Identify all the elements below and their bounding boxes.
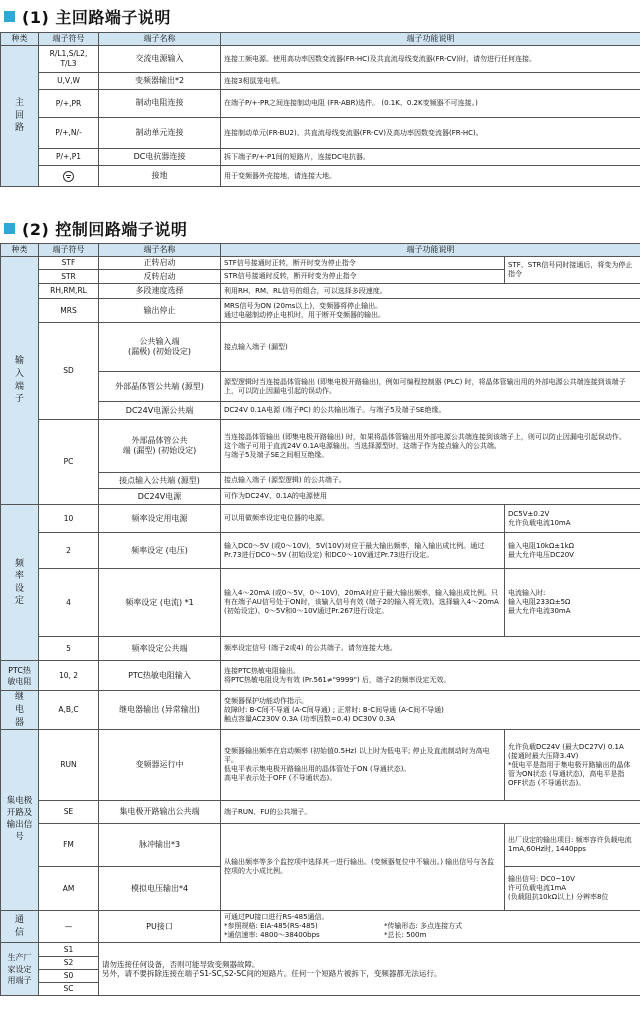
category-main-circuit: 主 回 路 [1,46,39,187]
terminal-desc: 连接工频电源。使用高功率因数变流器(FR-HC)及共直流母线变流器(FR-CV)时，请勿进行任何连接。 [221,46,640,73]
terminal-desc: 连接PTC热敏电阻输出。 将PTC热敏电阻设为有效 (Pr.561≠"9999") 后，端子2的频率设定无效。 [221,661,640,691]
terminal-note: DC5V±0.2V 允许负载电流10mA [505,505,640,533]
section-2-header [0,216,187,240]
col-header-type: 种类 [1,244,39,257]
terminal-desc: 输入DC0～5V (或0～10V)，5V(10V)对应于最大输出频率，输入输出成比例。通过Pr.73进行DC0～5V (初始设定) 和DC0～10V通过Pr.73进行设定。 [221,533,505,569]
terminal-symbol: 5 [39,637,99,661]
terminal-desc: 可以用做频率设定电位器的电源。 [221,505,505,533]
terminal-symbol: S0 [39,970,99,983]
terminal-name: 输出停止 [99,299,221,323]
comm-rate: *通信速率: 4800～38400bps [224,931,320,940]
terminal-desc: 连接3相鼠笼电机。 [221,73,640,90]
terminal-name: 反转启动 [99,270,221,284]
terminal-name: PU接口 [99,911,221,943]
terminal-symbol: RH,RM,RL [39,284,99,299]
terminal-symbol: MRS [39,299,99,323]
comm-length: *总长: 500m [384,931,427,940]
terminal-name: 多段速度选择 [99,284,221,299]
terminal-name: 集电极开路输出公共端 [99,801,221,824]
terminal-note: 输出信号: DC0~10V 许可负载电流1mA (负载阻抗10kΩ以上) 分辨率8位 [505,867,640,911]
terminal-desc: 用于变频器外壳接地，请连接大地。 [221,166,640,187]
terminal-desc: DC24V 0.1A电源 (端子PC) 的公共输出端子。与端子5及端子SE绝缘。 [221,402,640,420]
terminal-name: 外部晶体管公共 端 (漏型) (初始设定) [99,420,221,473]
terminal-symbol: 10 [39,505,99,533]
category-factory: 生产厂 家设定 用端子 [1,943,39,996]
section-2-title: (2) 控制回路端子说明 [22,219,188,239]
terminal-symbol: PC [39,420,99,505]
terminal-desc: STF信号接通时正转，断开时变为停止指令 [221,257,505,270]
terminal-symbol: — [39,911,99,943]
comm-line-1: 可通过PU接口进行RS-485通信。 [224,913,329,922]
terminal-name: 公共输入端 (漏极) (初始设定) [99,323,221,372]
category-relay: 继 电 器 [1,691,39,730]
col-header-name: 端子名称 [99,244,221,257]
terminal-desc: 变频器输出频率在启动频率 (初始值0.5Hz) 以上时为低电平; 停止及直流制动时为高电平。 低电平表示集电极开路输出用的晶体管处于ON (导通状态)。 高电平表示处于OFF (不导通状态)。 [221,730,505,801]
terminal-note: STF、STR信号同时接通后，将变为停止指令 [505,257,640,284]
terminal-symbol: P/+,PR [39,90,99,118]
category-communication: 通 信 [1,911,39,943]
terminal-name: 脉冲输出*3 [99,824,221,867]
terminal-desc: 拆下端子P/+-P1间的短路片，连接DC电抗器。 [221,149,640,166]
section-1-header [0,4,171,28]
terminal-name: 正转启动 [99,257,221,270]
section-marker-icon [4,223,15,234]
col-header-type: 种类 [1,33,39,46]
terminal-symbol: 4 [39,569,99,637]
terminal-desc: 请勿连接任何设备，否则可能导致变频器故障。 另外，请不要拆除连接在端子S1-SC,S2-SC间的短路片。任何一个短路片被拆下，变频器都无法运行。 [99,943,640,996]
terminal-desc: 接点输入端子 (源型逻辑) 的公共端子。 [221,473,640,489]
terminal-symbol: RUN [39,730,99,801]
terminal-name: 频率设定公共端 [99,637,221,661]
terminal-symbol: 2 [39,533,99,569]
terminal-desc: 变频器保护功能动作指示。 故障时: B-C间不导通 (A-C间导通) ; 正常时: B-C间导通 (A-C间不导通) 触点容量AC230V 0.3A (功率因数=0.4) DC30V 0.3A [221,691,640,730]
terminal-name: 外部晶体管公共端 (源型) [99,372,221,402]
control-circuit-table [0,243,640,996]
terminal-desc: 连接制动单元(FR-BU2)、共直流母线变流器(FR-CV)及高功率因数变流器(FR-HC)。 [221,118,640,149]
terminal-name: 变频器输出*2 [99,73,221,90]
terminal-symbol: P/+,N/- [39,118,99,149]
terminal-name: DC24V电源公共端 [99,402,221,420]
terminal-symbol: S1 [39,943,99,957]
terminal-symbol: 10, 2 [39,661,99,691]
terminal-note: 出厂设定的输出项目: 频率容许负载电流1mA,60Hz时, 1440pps [505,824,640,867]
terminal-desc: 从输出频率等多个监控项中选择其一进行输出。(变频器复位中不输出。) 输出信号与各监控项的大小成比例。 [221,824,505,911]
col-header-symbol: 端子符号 [39,244,99,257]
category-input: 输 入 端 子 [1,257,39,505]
terminal-name: 变频器运行中 [99,730,221,801]
col-header-name: 端子名称 [99,33,221,46]
terminal-desc: 端子RUN、FU的公共端子。 [221,801,640,824]
terminal-symbol: P/+,P1 [39,149,99,166]
terminal-symbol [39,166,99,187]
terminal-note: 电流输入时: 输入电阻233Ω±5Ω 最大允许电流30mA [505,569,640,637]
terminal-name: DC电抗器连接 [99,149,221,166]
category-ptc: PTC热 敏电阻 [1,661,39,691]
terminal-symbol: SE [39,801,99,824]
col-header-desc: 端子功能说明 [221,244,640,257]
terminal-desc: 源型逻辑时当连接晶体管输出 (即集电极开路输出)，例如可编程控制器 (PLC) 时，将晶体管输出用的外部电源公共端连接到该端子上，可以防止因漏电引起的误动作。 [221,372,640,402]
comm-mode: *传输形态: 多点连接方式 [384,922,463,931]
terminal-name: 继电器输出 (异常输出) [99,691,221,730]
terminal-name: DC24V电源 [99,489,221,505]
terminal-symbol: SC [39,983,99,996]
terminal-desc: 输入4～20mA (或0～5V，0～10V)，20mA对应于最大输出频率，输入输出成比例。只有在端子AU信号处于ON时，该输入信号有效 (端子2的输入将无效)。选择输入4～20mA (初始设定)、0～5V和0～10V通过Pr.267进行设定。 [221,569,505,637]
terminal-symbol: STF [39,257,99,270]
terminal-desc: 当连接晶体管输出 (即集电极开路输出) 时，如果将晶体管输出用外部电源公共端连接到该端子上，则可以防止因漏电引起误动作。 这个端子可用于直流24V 0.1A电源输出。当选择源型时，这端子作为接点输入的公共端。 与端子5及端子SE之间相互绝缘。 [221,420,640,473]
terminal-note: 允许负载DC24V (最大DC27V) 0.1A (接通时最大压降3.4V) *低电平是指用于集电极开路输出的晶体管为ON状态 (导通状态)，高电平是指OFF状态 (不导通状态)。 [505,730,640,801]
terminal-name: 频率设定用电源 [99,505,221,533]
category-frequency: 频 率 设 定 [1,505,39,661]
terminal-desc: 在端子P/+-PR之间连接制动电阻 (FR-ABR)选件。 (0.1K、0.2K变频器不可连接。) [221,90,640,118]
terminal-desc: 利用RH、RM、RL信号的组合，可以选择多段速度。 [221,284,640,299]
col-header-desc: 端子功能说明 [221,33,640,46]
terminal-symbol: S2 [39,957,99,970]
terminal-name: 接点输入公共端 (源型) [99,473,221,489]
section-marker-icon [4,11,15,22]
terminal-name: 频率设定 (电流) *1 [99,569,221,637]
terminal-desc: STR信号接通时反转，断开时变为停止指令 [221,270,505,284]
terminal-note: 输入电阻10kΩ±1kΩ 最大允许电压DC20V [505,533,640,569]
terminal-symbol: R/L1,S/L2, T/L3 [39,46,99,73]
section-1-title: (1) 主回路端子说明 [22,7,171,27]
terminal-desc: 接点输入端子 (漏型) [221,323,640,372]
terminal-name: 制动电阻连接 [99,90,221,118]
terminal-symbol: SD [39,323,99,420]
terminal-desc [221,911,640,943]
terminal-name: 交流电源输入 [99,46,221,73]
terminal-name: PTC热敏电阻输入 [99,661,221,691]
terminal-symbol: STR [39,270,99,284]
category-open-collector: 集电极 开路及 输出信 号 [1,730,39,911]
col-header-symbol: 端子符号 [39,33,99,46]
comm-spec: *参照规格: EIA-485(RS-485) [224,922,318,931]
terminal-name: 制动单元连接 [99,118,221,149]
terminal-desc: 可作为DC24V、0.1A的电源使用 [221,489,640,505]
terminal-desc: MRS信号为ON (20ms以上)，变频器将停止输出。 通过电磁制动停止电机时，用于断开变频器的输出。 [221,299,640,323]
terminal-name: 接地 [99,166,221,187]
terminal-symbol: AM [39,867,99,911]
terminal-name: 模拟电压输出*4 [99,867,221,911]
terminal-desc: 频率设定信号 (端子2或4) 的公共端子。请勿连接大地。 [221,637,640,661]
terminal-symbol: U,V,W [39,73,99,90]
terminal-symbol: FM [39,824,99,867]
ground-icon [63,171,74,182]
terminal-symbol: A,B,C [39,691,99,730]
terminal-name: 频率设定 (电压) [99,533,221,569]
main-circuit-table [0,32,640,187]
